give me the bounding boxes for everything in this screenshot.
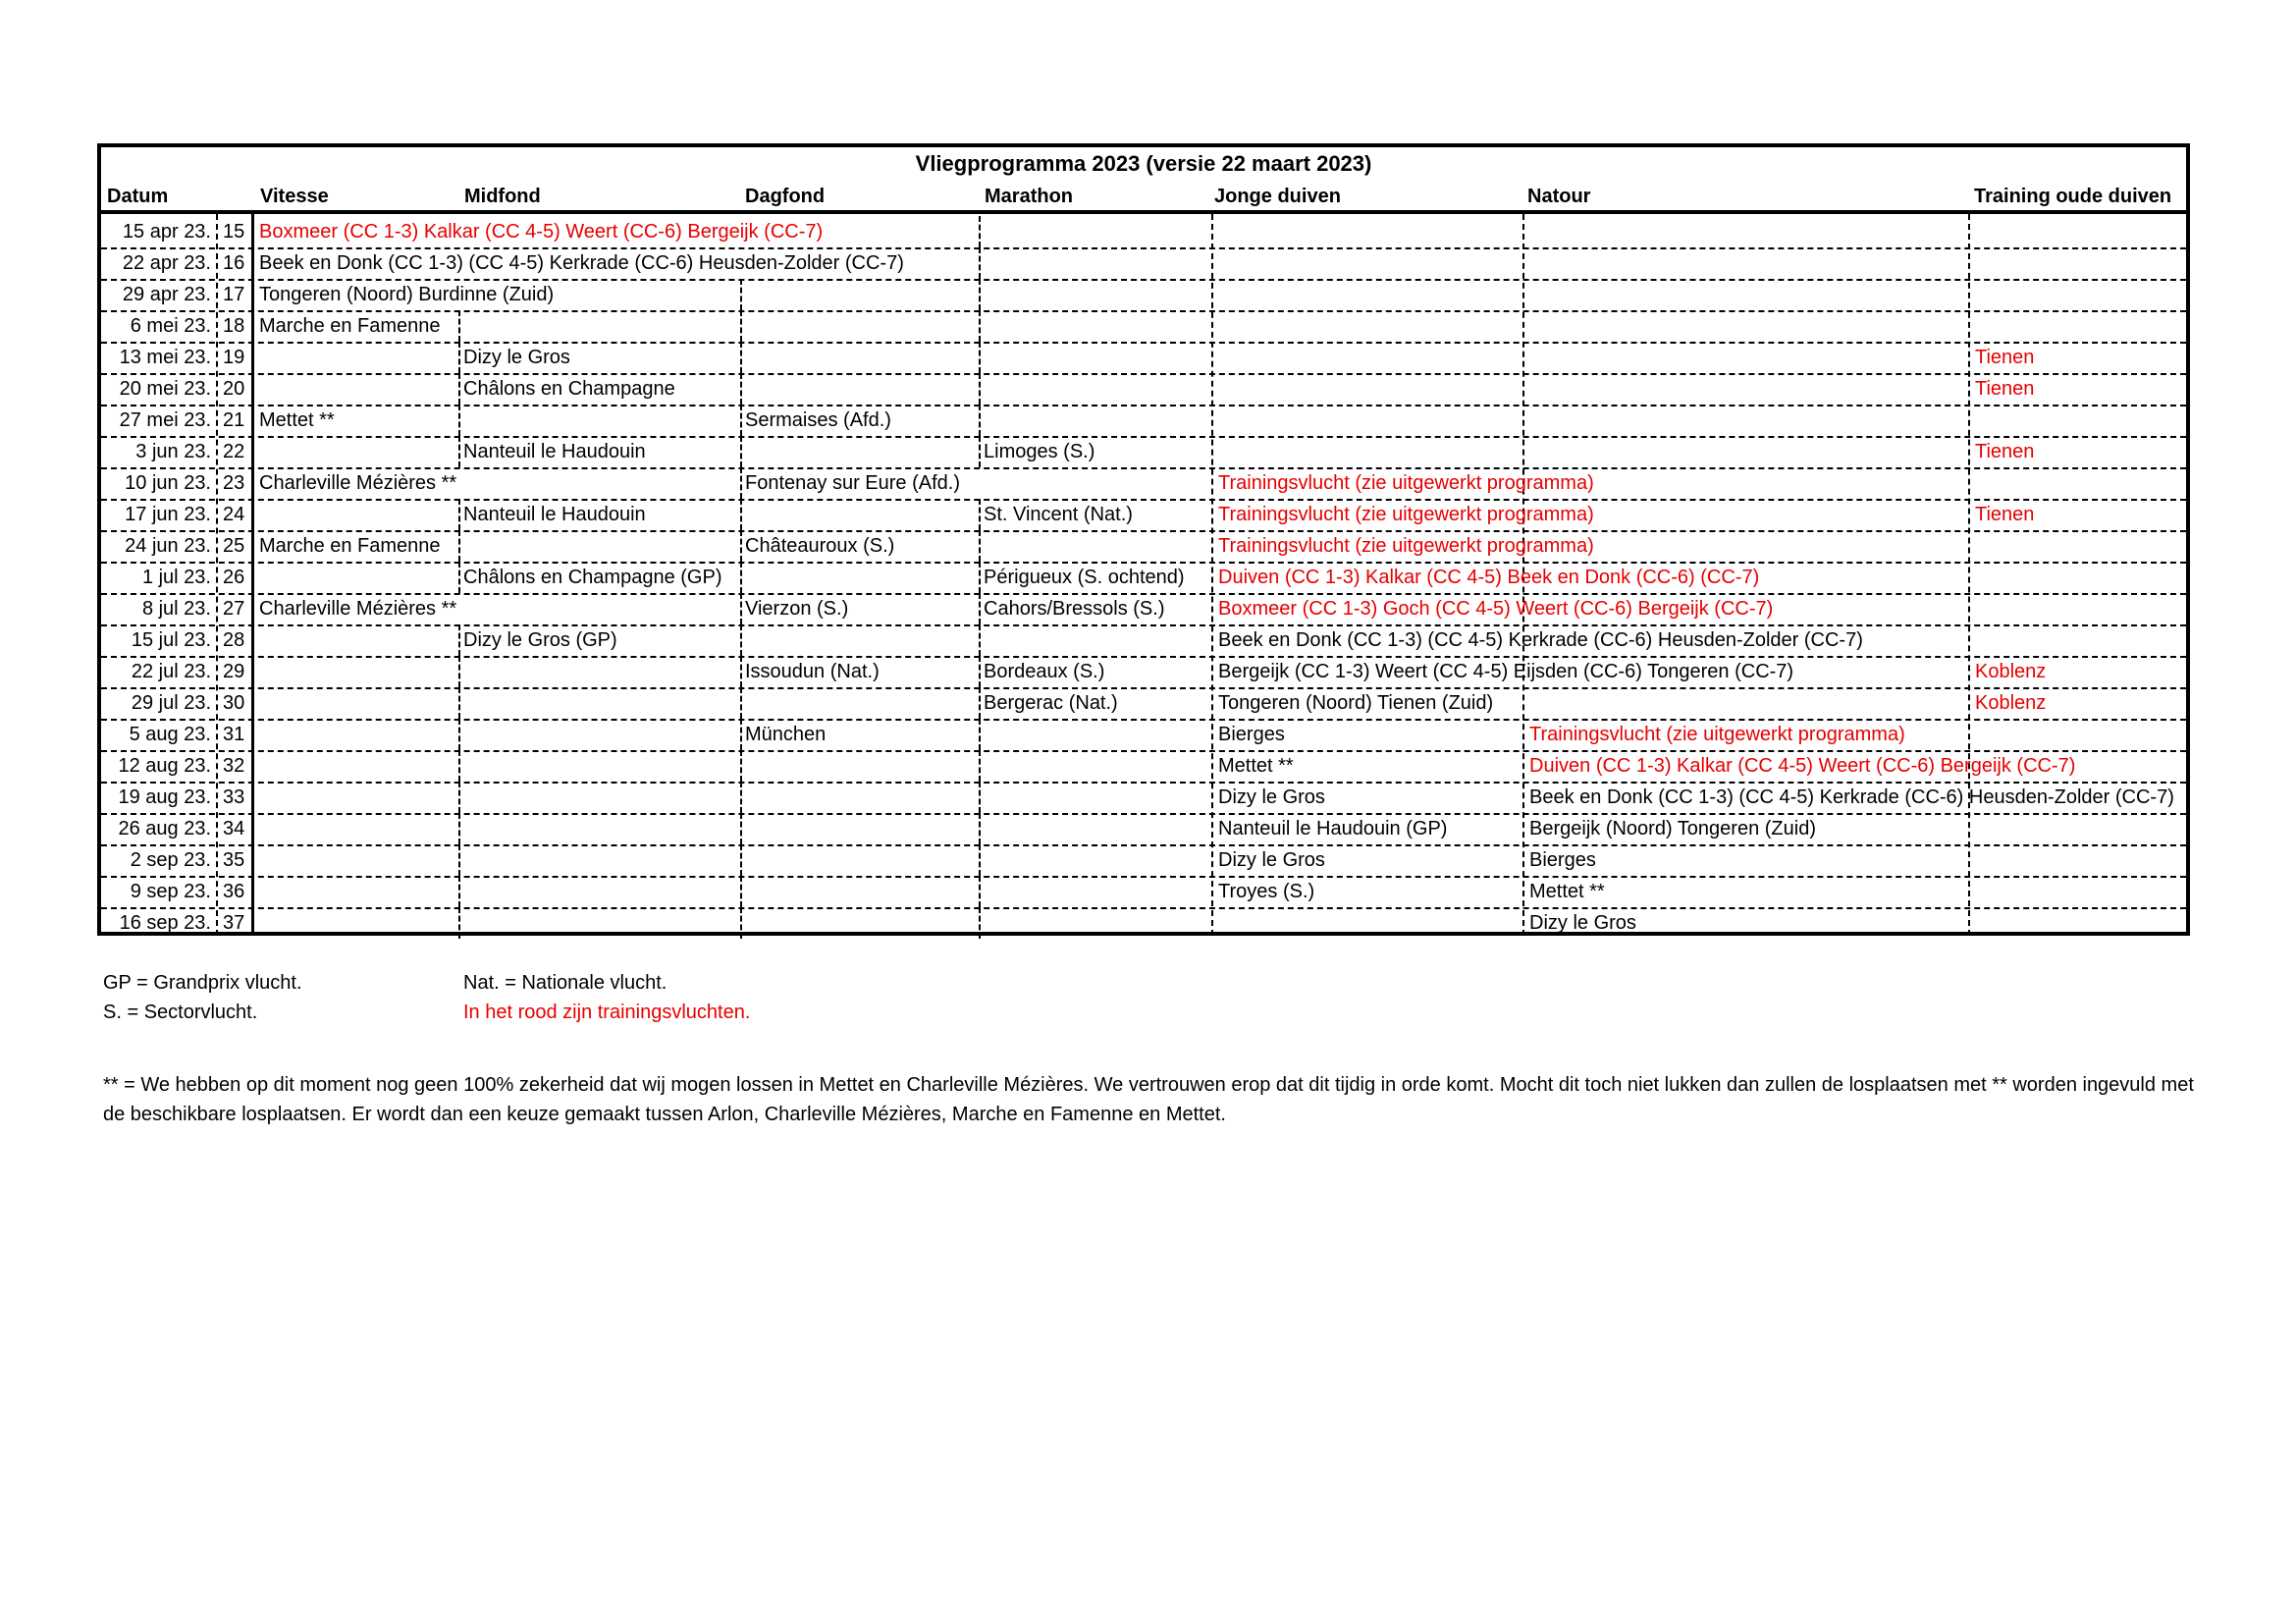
cell-divider [740,687,742,719]
cell-divider [979,405,981,436]
date-cell: 22 apr 23. [122,252,211,274]
table-row [101,373,2186,406]
cell-divider [740,656,742,687]
cell-divider [740,405,742,436]
cell-divider [458,499,460,530]
cell-divider [458,813,460,844]
vitesse-cell: Mettet ** [259,409,335,431]
week-cell: 19 [223,347,245,368]
marathon-cell: Cahors/Bressols (S.) [984,598,1165,620]
cell-divider [740,373,742,405]
dagfond-cell: Sermaises (Afd.) [745,409,891,431]
flight-schedule-table [97,143,2190,936]
header-natour: Natour [1527,186,1591,207]
training-cell: Tienen [1975,441,2035,462]
jonge-cell: Duiven (CC 1-3) Kalkar (CC 4-5) Beek en Donk (CC-6) (CC-7) [1218,567,1760,588]
date-cell: 15 jul 23. [131,629,211,651]
training-cell: Tienen [1975,347,2035,368]
cell-divider [979,813,981,844]
table-row [101,216,2186,249]
header-training-oude-duiven: Training oude duiven [1974,186,2172,207]
week-cell: 24 [223,504,245,525]
table-row [101,844,2186,878]
week-cell: 30 [223,692,245,714]
date-cell: 22 jul 23. [131,661,211,682]
marathon-cell: Limoges (S.) [984,441,1095,462]
natour-cell: Bergeijk (Noord) Tongeren (Zuid) [1529,818,1816,839]
midfond-cell: Dizy le Gros (GP) [463,629,617,651]
cell-divider [979,593,981,624]
cell-divider [979,562,981,593]
cell-divider [979,876,981,907]
week-cell: 32 [223,755,245,777]
cell-divider [979,656,981,687]
jonge-cell: Bierges [1218,724,1285,745]
vitesse-cell: Charleville Mézières ** [259,472,457,494]
week-cell: 37 [223,912,245,934]
cell-divider [740,310,742,342]
cell-divider [979,279,981,310]
cell-divider [458,750,460,782]
week-cell: 31 [223,724,245,745]
week-cell: 23 [223,472,245,494]
training-cell: Koblenz [1975,692,2047,714]
cell-divider [740,467,742,499]
date-cell: 20 mei 23. [119,378,211,400]
cell-divider [979,499,981,530]
table-row [101,782,2186,815]
week-cell: 29 [223,661,245,682]
marathon-cell: Périgueux (S. ochtend) [984,567,1185,588]
table-row [101,247,2186,281]
cell-divider [740,624,742,656]
natour-cell: Beek en Donk (CC 1-3) (CC 4-5) Kerkrade (CC-6) Heusden-Zolder (CC-7) [1529,786,2174,808]
cell-divider [979,310,981,342]
natour-cell: Bierges [1529,849,1596,871]
cell-divider [979,342,981,373]
dagfond-cell: Vierzon (S.) [745,598,849,620]
table-row [101,436,2186,469]
cell-divider [979,844,981,876]
table-row [101,687,2186,721]
table-row [101,562,2186,595]
cell-divider [740,844,742,876]
cell-divider [458,907,460,939]
cell-divider [740,499,742,530]
training-cell: Tienen [1975,378,2035,400]
vitesse-cell: Tongeren (Noord) Burdinne (Zuid) [259,284,555,305]
dagfond-cell: Châteauroux (S.) [745,535,895,557]
table-row [101,405,2186,438]
table-row [101,719,2186,752]
cell-divider [979,247,981,279]
date-cell: 26 aug 23. [118,818,211,839]
cell-divider [740,279,742,310]
cell-divider [740,593,742,624]
legend-nat: Nat. = Nationale vlucht. [463,972,667,994]
date-cell: 19 aug 23. [118,786,211,808]
table-row [101,499,2186,532]
header-marathon: Marathon [985,186,1073,207]
cell-divider [458,719,460,750]
week-cell: 26 [223,567,245,588]
legend-s: S. = Sectorvlucht. [103,1001,258,1023]
vitesse-cell: Boxmeer (CC 1-3) Kalkar (CC 4-5) Weert (CC-6) Bergeijk (CC-7) [259,221,824,243]
jonge-cell: Troyes (S.) [1218,881,1315,902]
cell-divider [458,342,460,373]
date-cell: 13 mei 23. [119,347,211,368]
vitesse-cell: Charleville Mézières ** [259,598,457,620]
cell-divider [979,687,981,719]
cell-divider [740,342,742,373]
cell-divider [979,373,981,405]
date-cell: 6 mei 23. [130,315,211,337]
midfond-cell: Nanteuil le Haudouin [463,441,646,462]
date-cell: 1 jul 23. [141,567,211,588]
midfond-cell: Nanteuil le Haudouin [463,504,646,525]
jonge-cell: Boxmeer (CC 1-3) Goch (CC 4-5) Weert (CC-6) Bergeijk (CC-7) [1218,598,1774,620]
jonge-cell: Mettet ** [1218,755,1294,777]
training-cell: Koblenz [1975,661,2047,682]
cell-divider [458,687,460,719]
midfond-cell: Châlons en Champagne (GP) [463,567,722,588]
date-cell: 12 aug 23. [118,755,211,777]
marathon-cell: Bordeaux (S.) [984,661,1105,682]
week-cell: 16 [223,252,245,274]
cell-divider [458,656,460,687]
dagfond-cell: Issoudun (Nat.) [745,661,880,682]
week-cell: 28 [223,629,245,651]
cell-divider [458,624,460,656]
natour-cell: Dizy le Gros [1529,912,1636,934]
header-dagfond: Dagfond [745,186,826,207]
natour-cell: Mettet ** [1529,881,1605,902]
vitesse-cell: Beek en Donk (CC 1-3) (CC 4-5) Kerkrade (CC-6) Heusden-Zolder (CC-7) [259,252,904,274]
header-datum: Datum [107,186,169,207]
dagfond-cell: Fontenay sur Eure (Afd.) [745,472,960,494]
cell-divider [458,530,460,562]
date-cell: 2 sep 23. [130,849,211,871]
training-cell: Tienen [1975,504,2035,525]
table-row [101,310,2186,344]
jonge-cell: Trainingsvlucht (zie uitgewerkt programma) [1218,504,1594,525]
jonge-cell: Dizy le Gros [1218,849,1325,871]
cell-divider [979,750,981,782]
cell-divider [740,907,742,939]
cell-divider [979,436,981,467]
week-cell: 27 [223,598,245,620]
cell-divider [740,876,742,907]
table-row [101,530,2186,564]
jonge-cell: Trainingsvlucht (zie uitgewerkt programma) [1218,535,1594,557]
week-cell: 22 [223,441,245,462]
table-row [101,813,2186,846]
table-row [101,624,2186,658]
week-cell: 20 [223,378,245,400]
dagfond-cell: München [745,724,827,745]
week-cell: 25 [223,535,245,557]
vitesse-cell: Marche en Famenne [259,315,441,337]
table-row [101,593,2186,626]
cell-divider [458,782,460,813]
cell-divider [458,876,460,907]
table-row [101,342,2186,375]
cell-divider [740,530,742,562]
header-vitesse: Vitesse [260,186,329,207]
natour-cell: Duiven (CC 1-3) Kalkar (CC 4-5) Weert (CC-6) Bergeijk (CC-7) [1529,755,2076,777]
week-cell: 36 [223,881,245,902]
cell-divider [740,813,742,844]
date-cell: 15 apr 23. [122,221,211,243]
cell-divider [979,907,981,939]
date-cell: 27 mei 23. [119,409,211,431]
week-cell: 17 [223,284,245,305]
cell-divider [458,373,460,405]
cell-divider [740,782,742,813]
date-cell: 8 jul 23. [141,598,211,620]
cell-divider [458,436,460,467]
cell-divider [979,216,981,247]
date-cell: 17 jun 23. [125,504,211,525]
cell-divider [740,436,742,467]
date-cell: 29 apr 23. [122,284,211,305]
footnote: ** = We hebben op dit moment nog geen 100% zekerheid dat wij mogen lossen in Mettet en Charleville Mézières. We vertrouwen erop dat dit tijdig in orde komt. Mocht dit toch niet lukken dan zullen de losplaatsen met ** worden ingevuld met de beschikbare losplaatsen. Er wordt dan een keuze gemaakt tussen Arlon, Charleville Mézières, Marche en Famenne en Mettet. [103,1074,2194,1125]
header-jonge-duiven: Jonge duiven [1214,186,1341,207]
jonge-cell: Nanteuil le Haudouin (GP) [1218,818,1448,839]
header-midfond: Midfond [464,186,541,207]
legend-red: In het rood zijn trainingsvluchten. [463,1001,751,1023]
cell-divider [979,782,981,813]
midfond-cell: Dizy le Gros [463,347,570,368]
table-title: Vliegprogramma 2023 (versie 22 maart 2023) [915,151,1372,176]
jonge-cell: Beek en Donk (CC 1-3) (CC 4-5) Kerkrade (CC-6) Heusden-Zolder (CC-7) [1218,629,1863,651]
cell-divider [740,750,742,782]
jonge-cell: Bergeijk (CC 1-3) Weert (CC 4-5) Eijsden (CC-6) Tongeren (CC-7) [1218,661,1794,682]
week-cell: 33 [223,786,245,808]
cell-divider [458,405,460,436]
table-row [101,876,2186,909]
week-cell: 15 [223,221,245,243]
date-cell: 9 sep 23. [130,881,211,902]
cell-divider [979,719,981,750]
legend-gp: GP = Grandprix vlucht. [103,972,302,994]
marathon-cell: Bergerac (Nat.) [984,692,1118,714]
cell-divider [979,530,981,562]
date-cell: 29 jul 23. [131,692,211,714]
week-cell: 18 [223,315,245,337]
cell-divider [979,624,981,656]
midfond-cell: Châlons en Champagne [463,378,675,400]
vitesse-cell: Marche en Famenne [259,535,441,557]
date-cell: 3 jun 23. [135,441,211,462]
week-cell: 35 [223,849,245,871]
date-cell: 10 jun 23. [125,472,211,494]
date-cell: 16 sep 23. [119,912,211,934]
header-divider [101,210,2186,214]
jonge-cell: Tongeren (Noord) Tienen (Zuid) [1218,692,1494,714]
jonge-cell: Trainingsvlucht (zie uitgewerkt programma) [1218,472,1594,494]
jonge-cell: Dizy le Gros [1218,786,1325,808]
table-row [101,467,2186,501]
cell-divider [458,310,460,342]
cell-divider [740,562,742,593]
week-cell: 34 [223,818,245,839]
cell-divider [458,562,460,593]
table-row [101,656,2186,689]
marathon-cell: St. Vincent (Nat.) [984,504,1133,525]
cell-divider [458,844,460,876]
date-cell: 24 jun 23. [125,535,211,557]
table-row [101,750,2186,784]
date-cell: 5 aug 23. [129,724,211,745]
table-row [101,279,2186,312]
cell-divider [740,719,742,750]
natour-cell: Trainingsvlucht (zie uitgewerkt programma) [1529,724,1905,745]
week-cell: 21 [223,409,245,431]
table-row [101,907,2186,939]
